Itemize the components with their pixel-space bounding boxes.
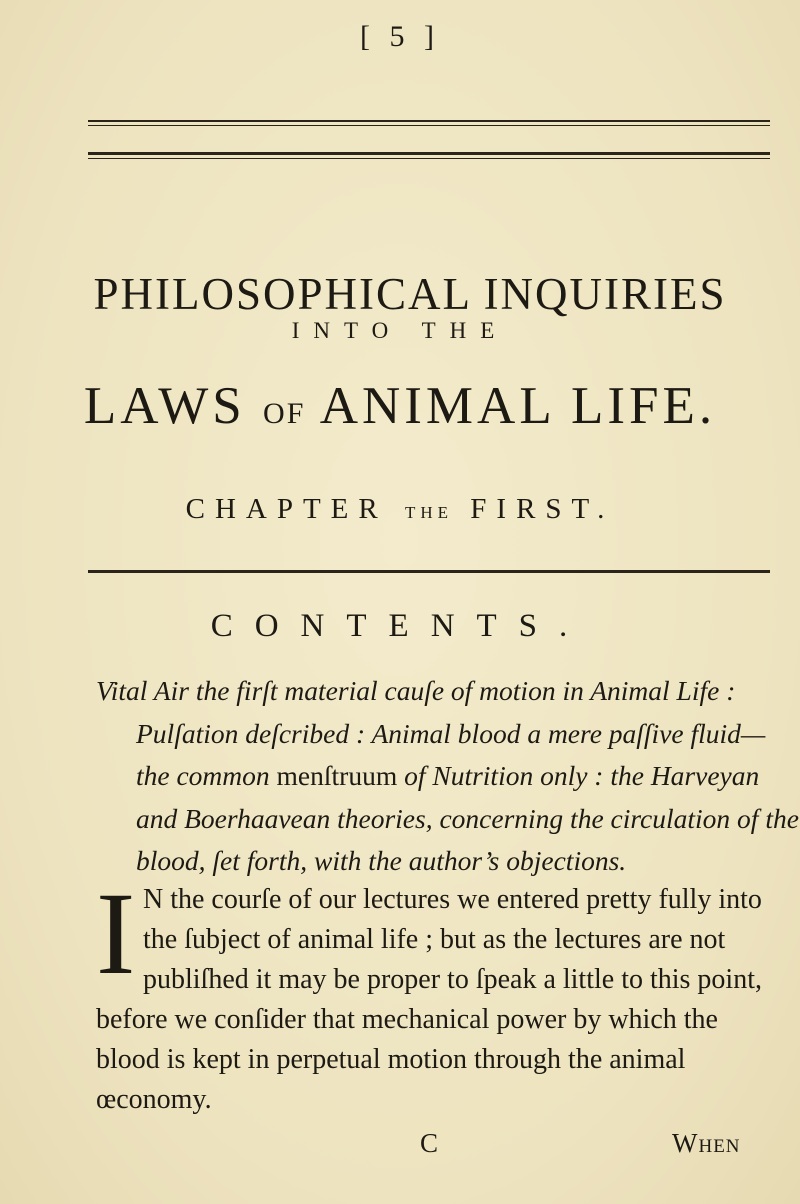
chapter-rule bbox=[88, 570, 770, 573]
top-rule-hairline bbox=[88, 125, 770, 126]
chapter-the: THE bbox=[405, 503, 454, 522]
summary-line: Vital Air the firſt material cauſe of motion in Animal Life : bbox=[96, 675, 736, 706]
page-number: [ 5 ] bbox=[360, 20, 440, 53]
summary-line: and Boerhaavean theories, concerning the circulation of the bbox=[136, 802, 799, 834]
contents-heading: CONTENTS. bbox=[210, 608, 590, 644]
title-of: OF bbox=[263, 397, 306, 430]
title-line-2: INTO THE bbox=[291, 318, 509, 343]
chapter-heading bbox=[0, 493, 800, 526]
title-animal-life: ANIMAL LIFE. bbox=[319, 377, 717, 435]
top-rule-lower bbox=[88, 158, 770, 159]
summary-line: the common menſtruum of Nutrition only : the Harveyan bbox=[136, 760, 760, 791]
summary-line: blood, ſet forth, with the author’s objections. bbox=[136, 845, 627, 876]
top-rule-thin bbox=[88, 120, 770, 122]
body-text bbox=[96, 868, 776, 1120]
drop-cap: I bbox=[96, 868, 136, 999]
summary-line: Pulſation deſcribed : Animal blood a mere paſſive fluid— bbox=[136, 717, 766, 749]
title-line-1: PHILOSOPHICAL INQUIRIES bbox=[93, 269, 727, 319]
title-laws: LAWS bbox=[83, 377, 246, 435]
chapter-first: FIRST. bbox=[470, 493, 615, 525]
chapter-word: CHAPTER bbox=[185, 493, 388, 525]
body-line: publiſhed it may be proper to ſpeak a little to this point, bbox=[143, 964, 762, 995]
roman-word: menſtruum bbox=[276, 760, 398, 791]
body-line: blood is kept in perpetual motion through the animal bbox=[96, 1044, 686, 1075]
body-line: the ſubject of animal life ; but as the lectures are not bbox=[143, 924, 726, 955]
contents-summary bbox=[96, 670, 799, 883]
title-line-3 bbox=[0, 376, 800, 436]
body-line: N the courſe of our lectures we entered pretty fully into bbox=[143, 884, 762, 915]
catchword: When bbox=[672, 1128, 741, 1158]
body-line: before we conſider that mechanical power by which the bbox=[96, 1004, 718, 1035]
body-line: œconomy. bbox=[96, 1084, 212, 1115]
top-rule-thick bbox=[88, 152, 770, 155]
signature-mark: C bbox=[420, 1128, 439, 1158]
